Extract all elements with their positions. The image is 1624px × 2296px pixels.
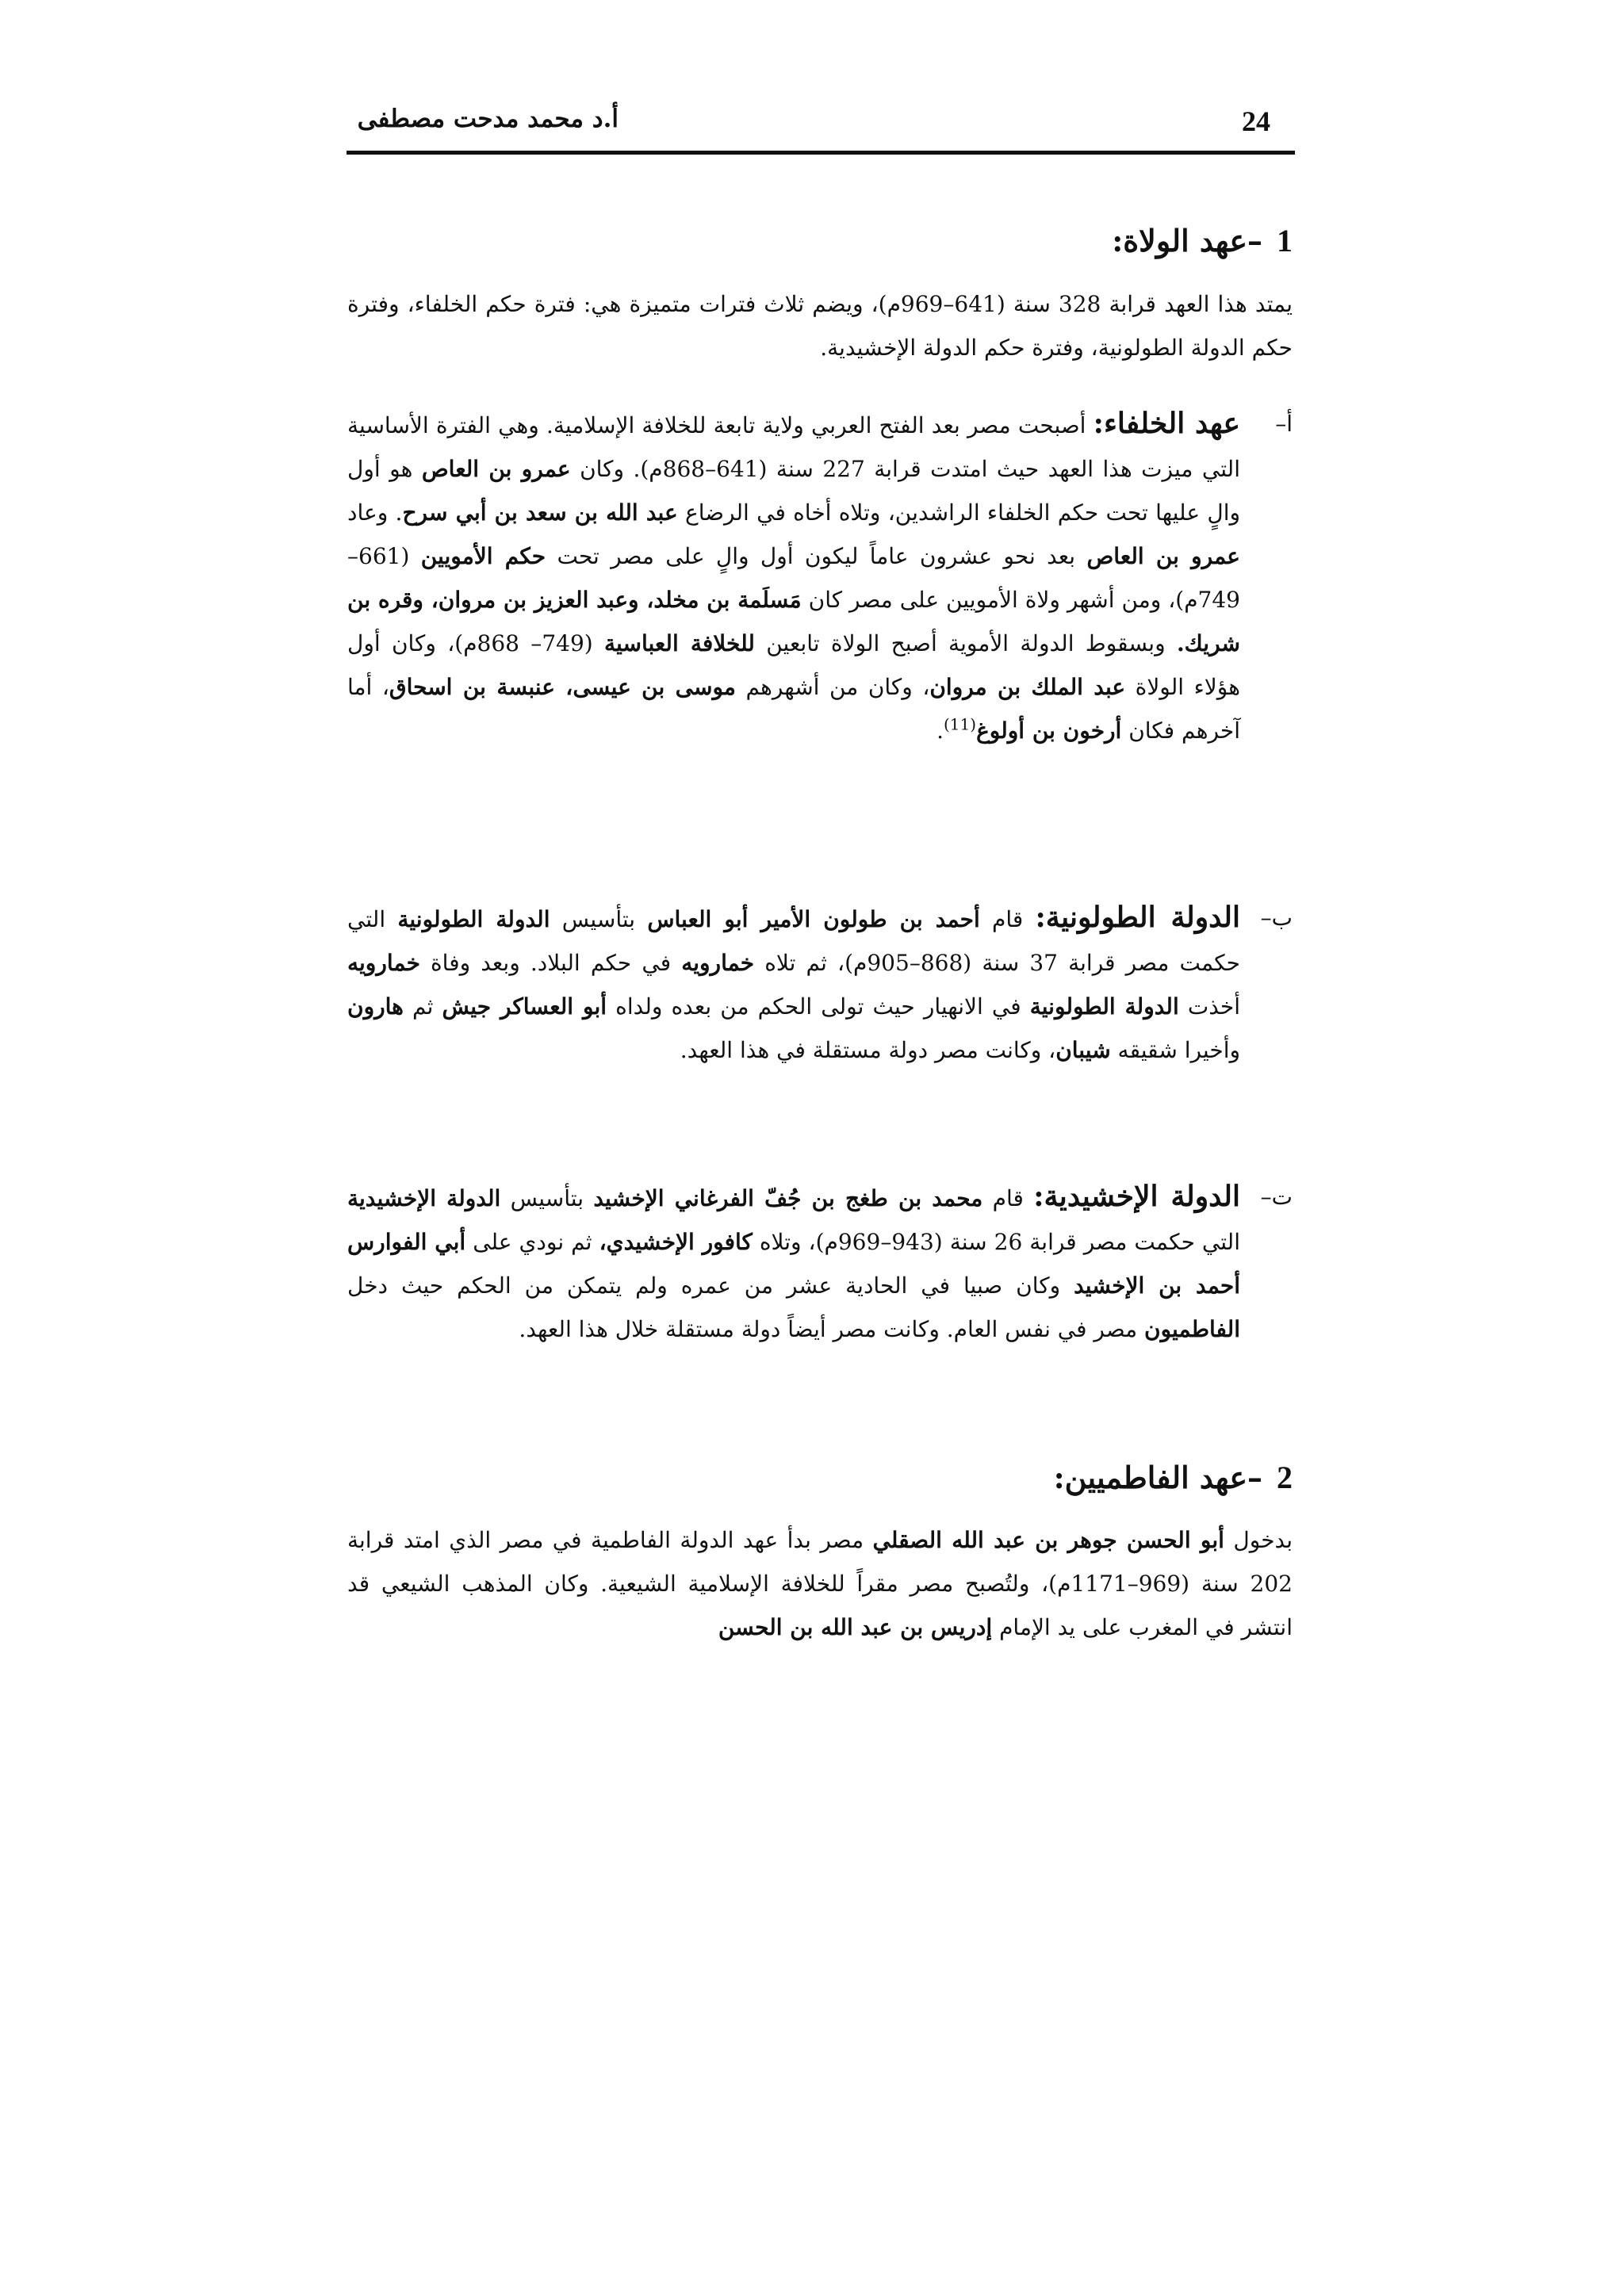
bold-name: الفاطميون xyxy=(1144,1316,1240,1342)
bold-name: أبي الفوارس أحمد بن الإخشيد xyxy=(347,1229,1240,1299)
header-rule xyxy=(347,151,1295,155)
page-number: 24 xyxy=(1242,105,1270,137)
text-run: بتأسيس xyxy=(550,906,648,932)
text-run: ، وكانت مصر دولة مستقلة في هذا العهد. xyxy=(680,1037,1056,1063)
text-run: بدخول xyxy=(1224,1527,1293,1553)
text-run: . xyxy=(936,718,944,744)
list-item-caliphs xyxy=(347,402,1293,752)
bold-name: محمد بن طغج بن جُفّ الفرغاني الإخشيد xyxy=(593,1185,983,1211)
bold-name: حكم الأمويين xyxy=(420,543,546,569)
list-item-ikhshidid xyxy=(347,1175,1293,1351)
text-run: وأخيرا شقيقه xyxy=(1110,1037,1240,1063)
bold-name: عمرو بن العاص xyxy=(1086,543,1241,569)
running-header-author: أ.د محمد مدحت مصطفى xyxy=(357,105,619,133)
text-run: ثم xyxy=(403,993,442,1020)
text-run: التي حكمت مصر قرابة 26 سنة (943–969م)، وتلاه xyxy=(752,1229,1240,1255)
text-run: في الانهيار حيث تولى الحكم من بعده ولداه xyxy=(607,993,1030,1020)
text-run: بتأسيس xyxy=(500,1185,594,1211)
text-run: هو أول والٍ عليها تحت حكم الخلفاء الراشدين، وتلاه أخاه في الرضاع xyxy=(347,456,1240,526)
text-run: (661–749م)، ومن أشهر ولاة الأمويين على مصر كان xyxy=(347,543,1240,613)
bold-name: موسى بن عيسى، عنبسة بن اسحاق xyxy=(389,674,736,700)
section-2-paragraph xyxy=(347,1518,1293,1649)
bold-name: أبو الحسن جوهر بن عبد الله الصقلي xyxy=(872,1527,1224,1553)
text-run: وبسقوط الدولة الأموية أصبح الولاة تابعين xyxy=(754,630,1177,656)
bold-name: كافور الإخشيدي، xyxy=(599,1229,753,1255)
text-run: في حكم البلاد. وبعد وفاة xyxy=(419,950,682,976)
text-run: . وعاد xyxy=(347,499,403,526)
section-1-number: 1 xyxy=(1277,223,1293,258)
section-2-number: 2 xyxy=(1277,1460,1293,1495)
bold-name: خمارويه xyxy=(681,950,755,976)
text-run: مصر بدأ عهد الدولة الفاطمية في مصر الذي امتد قرابة 202 سنة (969–1171م)، ولتُصبح مصر مقراً للخلافة الإسلامية الشيعية. وكان المذهب الشيعي قد انتشر في المغرب على يد الإمام xyxy=(347,1527,1293,1640)
bold-name: أبو العساكر جيش xyxy=(442,993,607,1020)
bold-name: عبد الملك بن مروان xyxy=(929,674,1126,700)
bold-name: أحمد بن طولون الأمير أبو العباس xyxy=(647,906,980,932)
section-2-heading xyxy=(1054,1459,1293,1496)
bold-name: عمرو بن العاص xyxy=(421,456,571,482)
text-run: أصبحت مصر بعد الفتح العربي ولاية تابعة للخلافة الإسلامية. وهي الفترة الأساسية التي ميزت هذا العهد حيث امتدت قرابة 227 سنة (641–868م). وكان xyxy=(347,412,1240,482)
bold-name: خمارويه xyxy=(347,950,420,976)
text-run: ثم نودي على xyxy=(465,1229,599,1255)
text-run: قام xyxy=(982,1185,1034,1211)
text-run: بعد نحو عشرون عاماً ليكون أول والٍ على مصر تحت xyxy=(546,543,1087,569)
bold-name: الدولة الإخشيدية xyxy=(347,1185,501,1211)
section-1-heading xyxy=(1112,222,1293,259)
item-term: الدولة الإخشيدية: xyxy=(1033,1180,1240,1213)
footnote-ref: (11) xyxy=(943,714,977,734)
item-term: الدولة الطولونية: xyxy=(1035,901,1241,934)
list-item-body xyxy=(347,402,1240,752)
list-item-tulunid xyxy=(347,896,1293,1072)
bold-name: هارون xyxy=(347,993,404,1020)
section-2-title: –عهد الفاطميين: xyxy=(1053,1460,1262,1495)
bold-name: الدولة الطولونية xyxy=(397,906,550,932)
text-run: التي حكمت مصر قرابة 37 سنة (868–905م)، ثم تلاه xyxy=(347,906,1240,976)
bold-name: الدولة الطولونية xyxy=(1029,993,1179,1020)
bold-name: شيبان xyxy=(1055,1037,1111,1063)
bold-name: إدريس بن عبد الله بن الحسن xyxy=(718,1614,993,1640)
bold-name: مَسلَمة بن مخلد، وعبد العزيز بن مروان، وقره بن شريك. xyxy=(347,587,1240,656)
bold-name: للخلافة العباسية xyxy=(604,630,755,656)
list-item-body xyxy=(347,1175,1240,1351)
section-1-title: –عهد الولاة: xyxy=(1112,223,1262,258)
section-1-intro: يمتد هذا العهد قرابة 328 سنة (641–969م)، ويضم ثلاث فترات متميزة هي: فترة حكم الخلفاء، وفترة حكم الدولة الطولونية، وفترة حكم الدولة الإخشيدية. xyxy=(347,291,1293,361)
text-run: أخذت xyxy=(1178,993,1240,1020)
text-run: ، أما آخرهم فكان xyxy=(347,674,1240,744)
text-run: ، وكان من أشهرهم xyxy=(735,674,930,700)
text-run: وكان صبيا في الحادية عشر من عمره ولم يتمكن من الحكم حيث دخل xyxy=(347,1272,1074,1299)
bold-name: أرخون بن أولوغ xyxy=(976,718,1122,744)
list-item-body xyxy=(347,896,1240,1072)
text-run: قام xyxy=(979,906,1036,932)
text-run: (749– 868م)، وكان أول هؤلاء الولاة xyxy=(347,630,1240,700)
item-term: عهد الخلفاء: xyxy=(1093,407,1241,440)
list-marker: ب– xyxy=(1260,905,1293,931)
list-marker: أ– xyxy=(1275,411,1293,437)
text-run: مصر في نفس العام. وكانت مصر أيضاً دولة مستقلة خلال هذا العهد. xyxy=(519,1316,1145,1342)
list-marker: ت– xyxy=(1260,1184,1293,1210)
bold-name: عبد الله بن سعد بن أبي سرح xyxy=(402,499,678,526)
